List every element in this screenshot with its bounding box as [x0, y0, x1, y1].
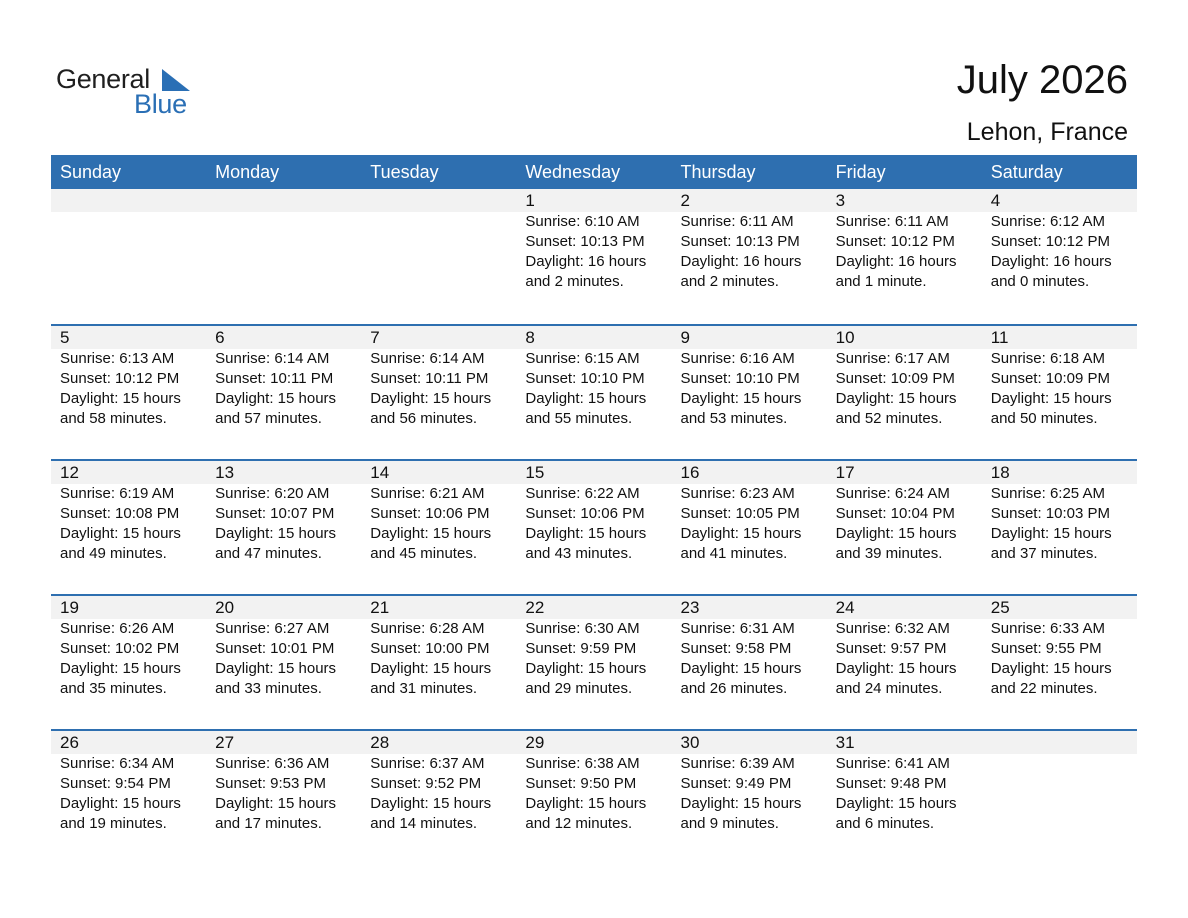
weekday-header: Monday	[215, 162, 280, 182]
daylight-text: Daylight: 15 hours	[215, 390, 337, 407]
sunrise-text: Sunrise: 6:33 AM	[990, 620, 1105, 637]
page-title: July 2026	[956, 58, 1128, 102]
sunset-text: Sunset: 10:09 PM	[835, 370, 955, 387]
generalblue-logo	[56, 64, 216, 124]
day-cell	[361, 461, 516, 594]
day-number: 5	[60, 328, 70, 347]
day-cell	[206, 326, 361, 459]
sunset-text: Sunset: 9:55 PM	[990, 640, 1102, 657]
daylight-minutes-text: and 26 minutes.	[680, 680, 788, 697]
sunset-text: Sunset: 10:03 PM	[990, 505, 1110, 522]
daylight-minutes-text: and 37 minutes.	[990, 545, 1098, 562]
day-number: 11	[990, 328, 1009, 347]
daylight-minutes-text: and 49 minutes.	[60, 545, 167, 562]
daylight-text: Daylight: 15 hours	[525, 660, 647, 677]
day-cell	[982, 596, 1137, 729]
day-number: 4	[990, 191, 1001, 210]
sunrise-text: Sunrise: 6:28 AM	[370, 620, 485, 637]
sunset-text: Sunset: 10:10 PM	[525, 370, 645, 387]
day-number: 1	[525, 191, 535, 210]
sunset-text: Sunset: 10:00 PM	[370, 640, 490, 657]
sunset-text: Sunset: 10:13 PM	[680, 233, 800, 250]
day-number	[215, 189, 361, 212]
daylight-minutes-text: and 2 minutes.	[680, 273, 779, 290]
daylight-minutes-text: and 17 minutes.	[215, 815, 322, 832]
sunrise-text: Sunrise: 6:30 AM	[525, 620, 640, 637]
daylight-text: Daylight: 15 hours	[990, 660, 1112, 677]
day-cell	[206, 596, 361, 729]
weekday-header: Saturday	[990, 162, 1063, 182]
daylight-text: Daylight: 16 hours	[990, 253, 1112, 270]
day-number: 19	[60, 598, 79, 617]
sunset-text: Sunset: 10:08 PM	[60, 505, 180, 522]
day-number: 21	[370, 598, 390, 617]
day-cell	[361, 189, 516, 324]
day-cell	[516, 189, 671, 324]
daylight-minutes-text: and 50 minutes.	[990, 410, 1098, 427]
daylight-text: Daylight: 15 hours	[60, 525, 181, 542]
sunrise-text: Sunrise: 6:37 AM	[370, 755, 485, 772]
daylight-text: Daylight: 15 hours	[525, 390, 647, 407]
daylight-minutes-text: and 56 minutes.	[370, 410, 477, 427]
sunset-text: Sunset: 9:48 PM	[835, 775, 947, 792]
sunset-text: Sunset: 10:06 PM	[370, 505, 490, 522]
day-number: 27	[215, 733, 235, 752]
sunrise-text: Sunrise: 6:21 AM	[370, 485, 485, 502]
sunset-text: Sunset: 10:11 PM	[215, 370, 334, 387]
daylight-text: Daylight: 16 hours	[680, 253, 802, 270]
daylight-text: Daylight: 15 hours	[990, 525, 1112, 542]
daylight-text: Daylight: 15 hours	[215, 525, 337, 542]
day-cell	[982, 326, 1137, 459]
daylight-text: Daylight: 15 hours	[60, 390, 181, 407]
daylight-minutes-text: and 2 minutes.	[525, 273, 624, 290]
logo-triangle-icon	[160, 69, 190, 91]
sunset-text: Sunset: 10:11 PM	[370, 370, 489, 387]
daylight-text: Daylight: 16 hours	[835, 253, 957, 270]
daylight-text: Daylight: 16 hours	[525, 253, 647, 270]
daylight-text: Daylight: 15 hours	[525, 795, 647, 812]
day-number: 26	[60, 733, 79, 752]
sunrise-text: Sunrise: 6:39 AM	[680, 755, 795, 772]
weeks-container	[51, 189, 1137, 864]
daylight-minutes-text: and 19 minutes.	[60, 815, 167, 832]
sunrise-text: Sunrise: 6:23 AM	[680, 485, 795, 502]
day-cell	[982, 731, 1137, 864]
daylight-text: Daylight: 15 hours	[835, 390, 957, 407]
sunrise-text: Sunrise: 6:34 AM	[60, 755, 175, 772]
day-number: 22	[525, 598, 545, 617]
daylight-text: Daylight: 15 hours	[370, 660, 492, 677]
sunset-text: Sunset: 10:01 PM	[215, 640, 335, 657]
daylight-text: Daylight: 15 hours	[835, 525, 957, 542]
sunset-text: Sunset: 10:12 PM	[60, 370, 180, 387]
daylight-minutes-text: and 9 minutes.	[680, 815, 779, 832]
sunrise-text: Sunrise: 6:17 AM	[835, 350, 950, 367]
day-number: 24	[835, 598, 855, 617]
sunset-text: Sunset: 9:50 PM	[525, 775, 637, 792]
day-number: 8	[525, 328, 535, 347]
sunrise-text: Sunrise: 6:20 AM	[215, 485, 330, 502]
day-number: 2	[680, 191, 690, 210]
sunrise-text: Sunrise: 6:31 AM	[680, 620, 795, 637]
daylight-minutes-text: and 0 minutes.	[990, 273, 1090, 290]
daylight-text: Daylight: 15 hours	[990, 390, 1112, 407]
sunset-text: Sunset: 10:04 PM	[835, 505, 955, 522]
sunrise-text: Sunrise: 6:25 AM	[990, 485, 1105, 502]
sunset-text: Sunset: 10:02 PM	[60, 640, 180, 657]
daylight-minutes-text: and 39 minutes.	[835, 545, 943, 562]
week-row	[51, 594, 1137, 729]
day-number: 7	[370, 328, 380, 347]
sunrise-text: Sunrise: 6:26 AM	[60, 620, 175, 637]
weekday-header: Friday	[835, 162, 886, 182]
weekday-header: Thursday	[680, 162, 756, 182]
day-number	[991, 731, 1137, 754]
daylight-minutes-text: and 43 minutes.	[525, 545, 633, 562]
sunrise-text: Sunrise: 6:11 AM	[680, 213, 794, 230]
daylight-minutes-text: and 29 minutes.	[525, 680, 633, 697]
day-cell	[51, 596, 206, 729]
daylight-minutes-text: and 31 minutes.	[370, 680, 477, 697]
day-cell	[672, 326, 827, 459]
sunrise-text: Sunrise: 6:11 AM	[835, 213, 949, 230]
week-row	[51, 729, 1137, 864]
daylight-minutes-text: and 47 minutes.	[215, 545, 322, 562]
sunset-text: Sunset: 9:59 PM	[525, 640, 637, 657]
sunrise-text: Sunrise: 6:12 AM	[990, 213, 1105, 230]
day-number: 15	[525, 463, 545, 482]
day-cell	[51, 461, 206, 594]
daylight-minutes-text: and 58 minutes.	[60, 410, 167, 427]
day-number: 29	[525, 733, 545, 752]
day-cell	[206, 189, 361, 324]
day-number: 3	[835, 191, 846, 210]
daylight-minutes-text: and 52 minutes.	[835, 410, 943, 427]
sunset-text: Sunset: 10:12 PM	[990, 233, 1110, 250]
day-number: 12	[60, 463, 79, 482]
day-cell	[672, 189, 827, 324]
sunset-text: Sunset: 9:49 PM	[680, 775, 792, 792]
daylight-minutes-text: and 24 minutes.	[835, 680, 943, 697]
sunset-text: Sunset: 9:53 PM	[215, 775, 327, 792]
day-number: 14	[370, 463, 390, 482]
sunrise-text: Sunrise: 6:14 AM	[215, 350, 330, 367]
day-number: 6	[215, 328, 225, 347]
daylight-minutes-text: and 53 minutes.	[680, 410, 788, 427]
daylight-text: Daylight: 15 hours	[680, 795, 802, 812]
week-row	[51, 324, 1137, 459]
sunrise-text: Sunrise: 6:15 AM	[525, 350, 640, 367]
daylight-text: Daylight: 15 hours	[835, 660, 957, 677]
daylight-minutes-text: and 12 minutes.	[525, 815, 633, 832]
daylight-minutes-text: and 45 minutes.	[370, 545, 477, 562]
daylight-text: Daylight: 15 hours	[215, 795, 337, 812]
sunset-text: Sunset: 10:13 PM	[525, 233, 645, 250]
day-number: 31	[835, 733, 855, 752]
day-cell	[51, 189, 206, 324]
day-cell	[672, 461, 827, 594]
daylight-text: Daylight: 15 hours	[835, 795, 957, 812]
week-row	[51, 189, 1137, 324]
daylight-minutes-text: and 6 minutes.	[835, 815, 935, 832]
sunrise-text: Sunrise: 6:38 AM	[525, 755, 640, 772]
day-number: 25	[990, 598, 1010, 617]
daylight-minutes-text: and 22 minutes.	[990, 680, 1098, 697]
day-number: 17	[835, 463, 855, 482]
day-cell	[361, 596, 516, 729]
daylight-text: Daylight: 15 hours	[60, 795, 181, 812]
daylight-text: Daylight: 15 hours	[680, 660, 802, 677]
sunrise-text: Sunrise: 6:19 AM	[60, 485, 175, 502]
sunrise-text: Sunrise: 6:13 AM	[60, 350, 175, 367]
day-cell	[982, 461, 1137, 594]
day-cell	[672, 596, 827, 729]
day-number: 28	[370, 733, 390, 752]
daylight-text: Daylight: 15 hours	[370, 390, 492, 407]
daylight-text: Daylight: 15 hours	[680, 390, 802, 407]
daylight-text: Daylight: 15 hours	[60, 660, 181, 677]
day-cell	[516, 326, 671, 459]
sunset-text: Sunset: 10:09 PM	[990, 370, 1110, 387]
sunset-text: Sunset: 10:05 PM	[680, 505, 800, 522]
day-cell	[827, 731, 982, 864]
day-cell	[827, 596, 982, 729]
day-cell	[51, 731, 206, 864]
day-number: 23	[680, 598, 700, 617]
location-subtitle: Lehon, France	[966, 118, 1128, 146]
daylight-minutes-text: and 33 minutes.	[215, 680, 322, 697]
day-number: 13	[215, 463, 235, 482]
sunrise-text: Sunrise: 6:24 AM	[835, 485, 950, 502]
sunset-text: Sunset: 10:10 PM	[680, 370, 800, 387]
weekday-header: Tuesday	[370, 162, 439, 182]
daylight-text: Daylight: 15 hours	[370, 525, 492, 542]
weekday-header: Wednesday	[525, 162, 621, 182]
day-number: 16	[680, 463, 700, 482]
logo-text-general: General	[56, 64, 150, 94]
daylight-minutes-text: and 1 minute.	[835, 273, 927, 290]
day-cell	[672, 731, 827, 864]
sunrise-text: Sunrise: 6:41 AM	[835, 755, 950, 772]
week-row	[51, 459, 1137, 594]
daylight-minutes-text: and 57 minutes.	[215, 410, 322, 427]
day-cell	[206, 731, 361, 864]
sunrise-text: Sunrise: 6:16 AM	[680, 350, 795, 367]
sunrise-text: Sunrise: 6:36 AM	[215, 755, 330, 772]
day-cell	[827, 461, 982, 594]
sunrise-text: Sunrise: 6:18 AM	[990, 350, 1105, 367]
day-number: 9	[680, 328, 690, 347]
daylight-minutes-text: and 14 minutes.	[370, 815, 477, 832]
day-number: 10	[835, 328, 855, 347]
day-cell	[516, 461, 671, 594]
logo-text-blue: Blue	[134, 89, 187, 119]
weekday-header: Sunday	[60, 162, 122, 182]
day-cell	[982, 189, 1137, 324]
sunset-text: Sunset: 9:57 PM	[835, 640, 947, 657]
sunset-text: Sunset: 9:52 PM	[370, 775, 482, 792]
day-cell	[516, 731, 671, 864]
weekday-header-row	[51, 155, 1137, 189]
sunrise-text: Sunrise: 6:10 AM	[525, 213, 640, 230]
day-number: 18	[990, 463, 1010, 482]
sunset-text: Sunset: 9:54 PM	[60, 775, 171, 792]
day-cell	[516, 596, 671, 729]
sunset-text: Sunset: 10:06 PM	[525, 505, 645, 522]
sunset-text: Sunset: 10:12 PM	[835, 233, 955, 250]
sunset-text: Sunset: 10:07 PM	[215, 505, 335, 522]
daylight-text: Daylight: 15 hours	[215, 660, 337, 677]
daylight-minutes-text: and 35 minutes.	[60, 680, 167, 697]
daylight-minutes-text: and 55 minutes.	[525, 410, 633, 427]
day-number: 30	[680, 733, 700, 752]
day-cell	[361, 326, 516, 459]
day-number	[370, 189, 516, 212]
daylight-minutes-text: and 41 minutes.	[680, 545, 788, 562]
day-number: 20	[215, 598, 235, 617]
day-cell	[206, 461, 361, 594]
day-cell	[51, 326, 206, 459]
day-cell	[361, 731, 516, 864]
daylight-text: Daylight: 15 hours	[680, 525, 802, 542]
day-number	[60, 189, 206, 212]
sunrise-text: Sunrise: 6:22 AM	[525, 485, 640, 502]
daylight-text: Daylight: 15 hours	[525, 525, 647, 542]
daylight-text: Daylight: 15 hours	[370, 795, 492, 812]
sunrise-text: Sunrise: 6:27 AM	[215, 620, 330, 637]
sunset-text: Sunset: 9:58 PM	[680, 640, 792, 657]
day-cell	[827, 326, 982, 459]
calendar-grid	[51, 155, 1137, 864]
sunrise-text: Sunrise: 6:14 AM	[370, 350, 485, 367]
day-cell	[827, 189, 982, 324]
sunrise-text: Sunrise: 6:32 AM	[835, 620, 950, 637]
